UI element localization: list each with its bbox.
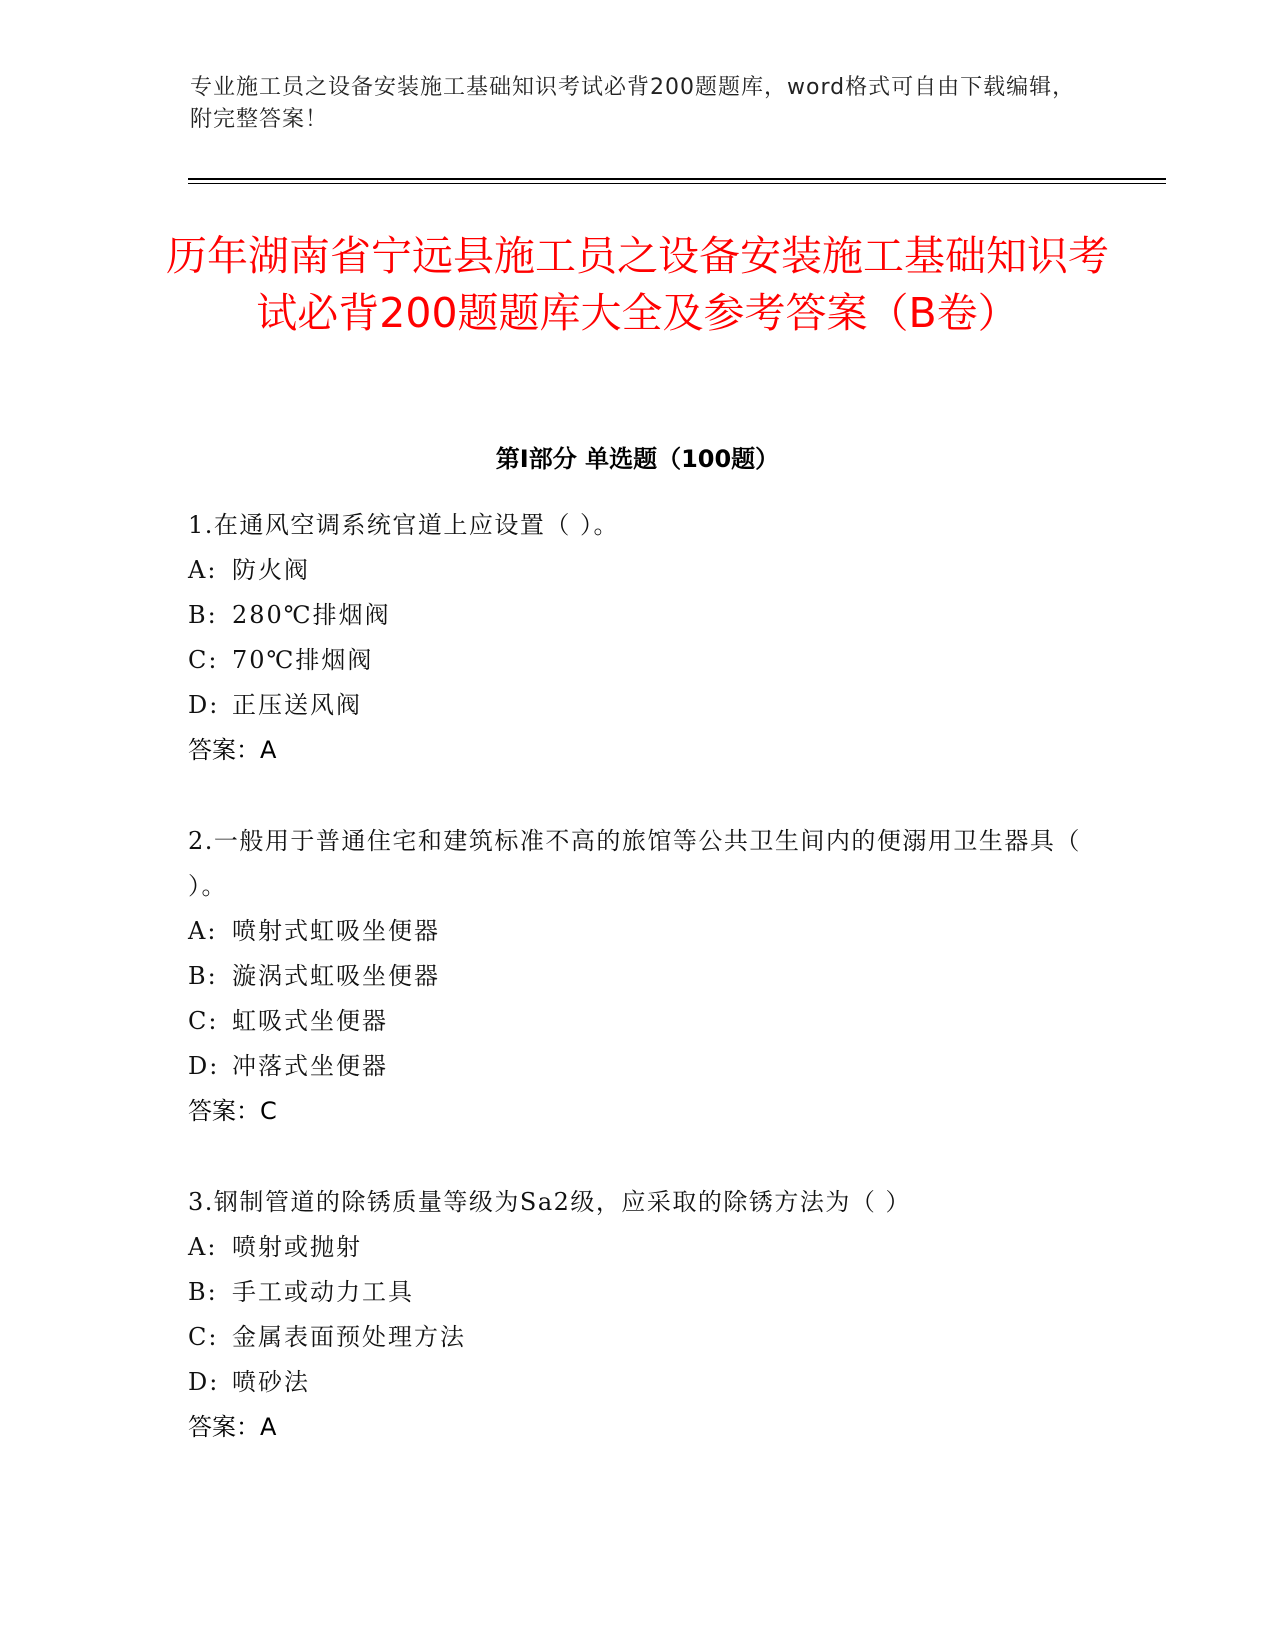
option-b	[188, 593, 1088, 638]
question-1	[188, 503, 1088, 773]
option-key: C:	[188, 646, 219, 674]
option-key: D:	[188, 691, 220, 719]
question-stem: 1.在通风空调系统官道上应设置（ ）。	[188, 511, 620, 539]
answer: 答案：A	[188, 1413, 277, 1441]
option-a	[188, 909, 1088, 954]
option-text: 280℃排烟阀	[232, 601, 391, 629]
option-text: 手工或动力工具	[232, 1278, 414, 1306]
option-text: 喷砂法	[232, 1368, 310, 1396]
option-a	[188, 1225, 1088, 1270]
answer: 答案：C	[188, 1097, 277, 1125]
header-divider	[188, 178, 1166, 180]
option-text: 防火阀	[232, 556, 310, 584]
option-text: 喷射式虹吸坐便器	[232, 917, 440, 945]
option-text: 70℃排烟阀	[232, 646, 374, 674]
option-key: D:	[188, 1052, 220, 1080]
question-3	[188, 1180, 1088, 1450]
option-d	[188, 1360, 1088, 1405]
header-divider-thin	[188, 183, 1166, 184]
question-stem: 3.钢制管道的除锈质量等级为Sa2级，应采取的除锈方法为（ ）	[188, 1188, 912, 1216]
option-d	[188, 1044, 1088, 1089]
answer: 答案：A	[188, 736, 277, 764]
option-text: 冲落式坐便器	[232, 1052, 388, 1080]
option-text: 虹吸式坐便器	[232, 1007, 388, 1035]
option-text: 喷射或抛射	[232, 1233, 362, 1261]
option-key: C:	[188, 1007, 219, 1035]
option-text: 金属表面预处理方法	[232, 1323, 466, 1351]
document-title: 历年湖南省宁远县施工员之设备安装施工基础知识考试必背200题题库大全及参考答案（B卷）	[166, 232, 1109, 337]
option-key: A:	[188, 556, 218, 584]
option-key: D:	[188, 1368, 220, 1396]
option-key: B:	[188, 962, 218, 990]
option-b	[188, 1270, 1088, 1315]
option-key: A:	[188, 917, 218, 945]
option-a	[188, 548, 1088, 593]
question-stem: 2.一般用于普通住宅和建筑标准不高的旅馆等公共卫生间内的便溺用卫生器具（ ）。	[188, 827, 1081, 900]
option-c	[188, 1315, 1088, 1360]
section-title: 第Ⅰ部分 单选题（100题）	[495, 445, 780, 473]
option-d	[188, 683, 1088, 728]
option-key: A:	[188, 1233, 218, 1261]
option-key: B:	[188, 1278, 218, 1306]
header-note: 专业施工员之设备安装施工基础知识考试必背200题题库，word格式可自由下载编辑，附完整答案！	[190, 75, 1076, 132]
question-2	[188, 819, 1088, 1134]
option-c	[188, 999, 1088, 1044]
option-key: B:	[188, 601, 218, 629]
option-key: C:	[188, 1323, 219, 1351]
option-c	[188, 638, 1088, 683]
option-text: 正压送风阀	[232, 691, 362, 719]
option-b	[188, 954, 1088, 999]
option-text: 漩涡式虹吸坐便器	[232, 962, 440, 990]
